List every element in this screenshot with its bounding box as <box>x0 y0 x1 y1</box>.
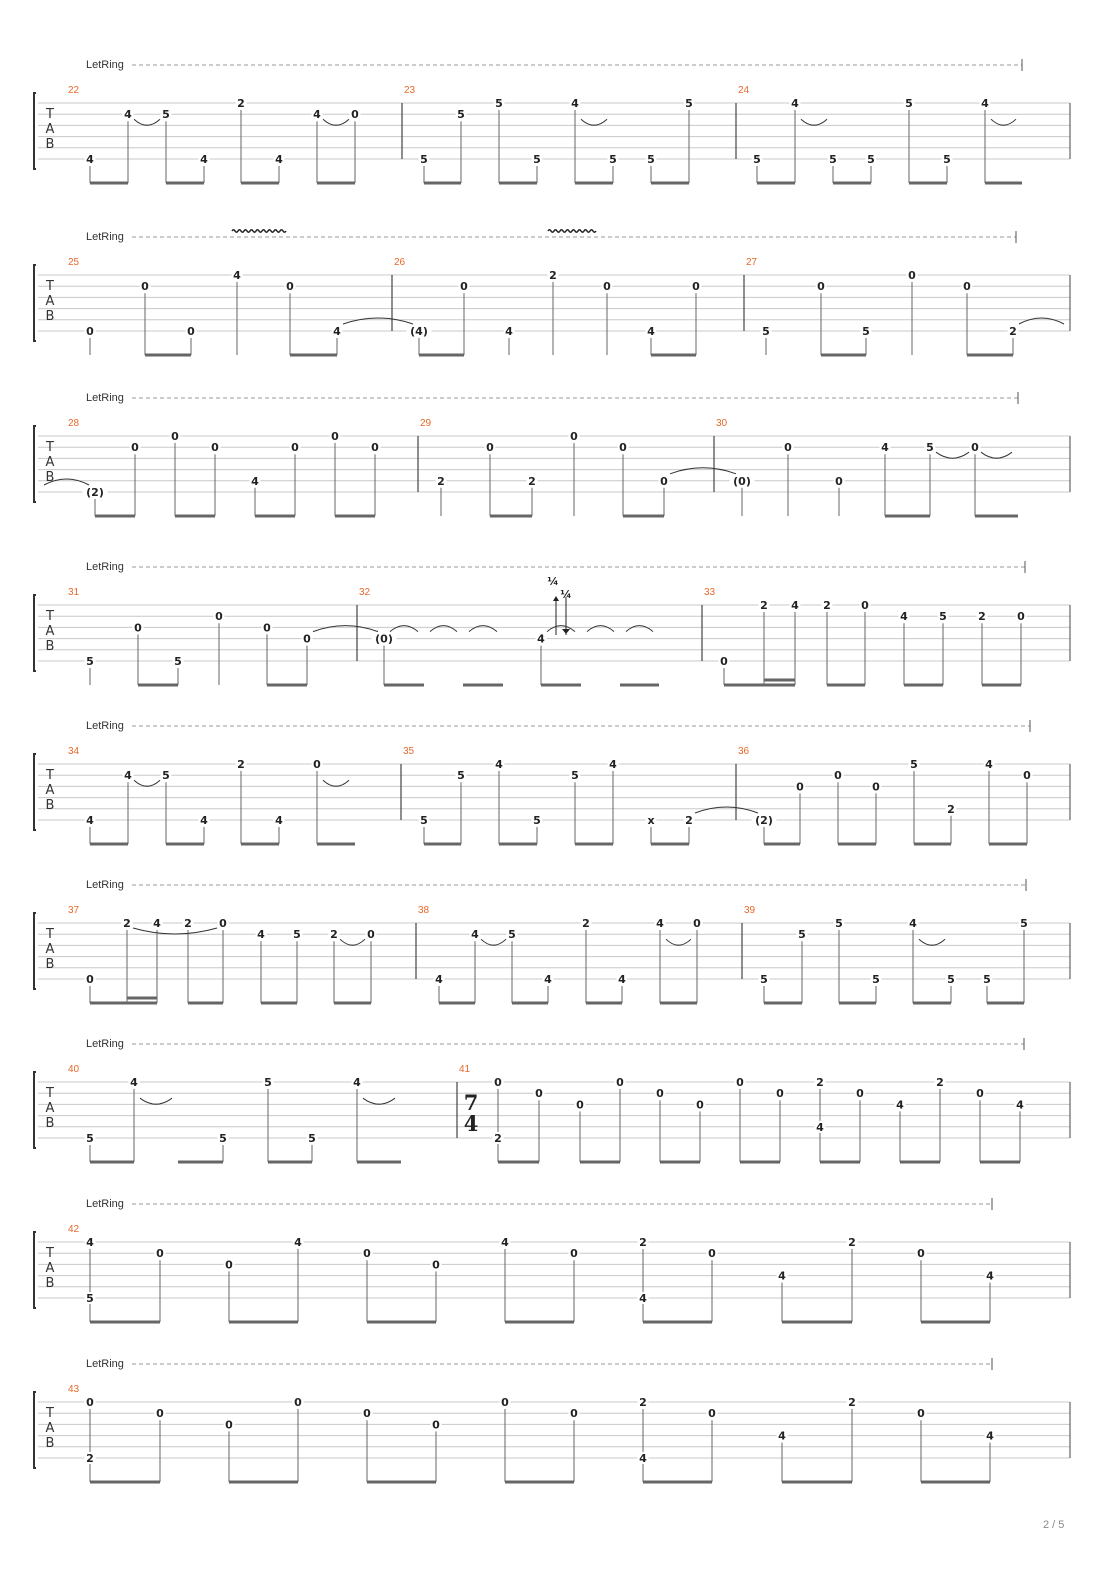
tab-letter-b: B <box>45 957 55 972</box>
fret-number: 0 <box>286 280 294 294</box>
fret-number: 4 <box>981 97 989 110</box>
let-ring-label: LetRing <box>86 59 124 71</box>
fret-number: 4 <box>124 769 132 783</box>
fret-number: 0 <box>535 1087 543 1101</box>
fret-number: 2 <box>823 599 831 612</box>
tie-mark <box>323 119 349 125</box>
fret-number: 0 <box>908 269 916 282</box>
fret-number: 0 <box>720 655 728 668</box>
measure-number: 27 <box>746 257 758 268</box>
fret-number: 0 <box>834 769 842 783</box>
tie-mark <box>936 452 969 458</box>
tab-letter-t: T <box>46 1246 54 1261</box>
measure-number: 26 <box>394 257 406 268</box>
fret-number: 0 <box>86 973 94 986</box>
fret-number: 2 <box>947 802 955 816</box>
fret-number: 5 <box>457 108 465 122</box>
time-signature-numerator: 7 <box>463 1090 479 1115</box>
fret-number: 0 <box>708 1247 716 1261</box>
tie-mark <box>134 780 160 786</box>
fret-number: 0 <box>432 1258 440 1272</box>
system-bracket <box>34 754 36 830</box>
fret-number: 0 <box>963 280 971 294</box>
fret-number: 0 <box>856 1087 864 1101</box>
fret-number: 0 <box>660 474 668 488</box>
tab-letter-a: A <box>45 783 55 798</box>
tab-letter-a: A <box>45 1421 55 1436</box>
fret-number: 0 <box>1023 769 1031 783</box>
measure-number: 24 <box>738 85 750 96</box>
fret-number: 4 <box>639 1292 647 1305</box>
fret-number: 4 <box>86 1236 94 1249</box>
fret-number: 0 <box>187 325 195 338</box>
fret-number: 5 <box>862 325 870 338</box>
fret-number: 5 <box>760 973 768 986</box>
fret-number: 4 <box>200 153 208 166</box>
tab-letter-b: B <box>45 1436 55 1451</box>
tab-letter-t: T <box>46 279 54 294</box>
fret-number: 2 <box>685 814 693 827</box>
fret-number: 0 <box>616 1076 624 1089</box>
fret-number: 4 <box>816 1120 824 1134</box>
fret-number: 4 <box>639 1452 647 1465</box>
fret-number: 0 <box>817 280 825 294</box>
tab-letter-a: A <box>45 455 55 470</box>
tab-letter-b: B <box>45 639 55 654</box>
fret-number: 4 <box>130 1076 138 1089</box>
fret-number: (2) <box>755 814 773 827</box>
fret-number: 4 <box>153 917 161 930</box>
fret-number: 2 <box>816 1076 824 1089</box>
fret-number: 0 <box>215 610 223 624</box>
fret-number: 5 <box>910 758 918 771</box>
fret-number: 5 <box>86 1292 94 1305</box>
fret-number: 2 <box>848 1396 856 1409</box>
tab-letter-a: A <box>45 942 55 957</box>
fret-number: 0 <box>776 1087 784 1101</box>
fret-number: 4 <box>471 928 479 942</box>
measure-number: 23 <box>404 85 416 96</box>
fret-number: 5 <box>905 97 913 110</box>
fret-number: (2) <box>86 486 104 499</box>
fret-number: 0 <box>486 441 494 455</box>
measure-number: 25 <box>68 257 80 268</box>
tie-mark <box>430 626 457 632</box>
fret-number: 0 <box>313 758 321 771</box>
tab-system <box>34 720 1070 844</box>
fret-number: 0 <box>219 917 227 930</box>
tab-system <box>34 392 1070 516</box>
fret-number: 4 <box>985 758 993 771</box>
fret-number: 0 <box>367 928 375 942</box>
fret-number: 4 <box>656 917 664 930</box>
fret-number: 4 <box>251 474 259 488</box>
tab-letter-t: T <box>46 609 54 624</box>
measure-number: 29 <box>420 418 432 429</box>
fret-number: 5 <box>983 973 991 986</box>
fret-number: 4 <box>537 632 545 646</box>
tie-mark <box>991 119 1016 125</box>
fret-number: 0 <box>1017 610 1025 624</box>
system-bracket <box>34 93 36 169</box>
fret-number: 4 <box>257 928 265 942</box>
tie-mark <box>133 928 217 934</box>
fret-number: 2 <box>237 97 245 110</box>
fret-number: 4 <box>435 973 443 986</box>
fret-number: 5 <box>943 153 951 166</box>
let-ring-label: LetRing <box>86 392 124 404</box>
fret-number: 4 <box>275 814 283 827</box>
fret-number: 2 <box>848 1236 856 1249</box>
page-number: 2 / 5 <box>1043 1519 1065 1531</box>
fret-number: 0 <box>501 1396 509 1409</box>
fret-number: 4 <box>986 1269 994 1283</box>
fret-number: 4 <box>618 973 626 986</box>
fret-number: 5 <box>571 769 579 783</box>
fret-number: 0 <box>494 1076 502 1089</box>
tie-mark <box>343 318 413 324</box>
fret-number: 0 <box>291 441 299 455</box>
tab-letter-a: A <box>45 294 55 309</box>
fret-number: 2 <box>639 1396 647 1409</box>
tab-letter-b: B <box>45 137 55 152</box>
fret-number: 0 <box>570 1247 578 1261</box>
measure-number: 39 <box>744 905 756 916</box>
fret-number: 5 <box>1020 917 1028 930</box>
tie-mark <box>323 780 349 786</box>
measure-number: 34 <box>68 746 80 757</box>
fret-number: 0 <box>692 280 700 294</box>
fret-number: 4 <box>124 108 132 122</box>
tie-mark <box>469 626 497 632</box>
fret-number: 0 <box>134 621 142 635</box>
fret-number: 5 <box>647 153 655 166</box>
tab-letter-t: T <box>46 1406 54 1421</box>
time-signature-denominator: 4 <box>463 1111 479 1136</box>
fret-number: 0 <box>917 1247 925 1261</box>
tie-mark <box>981 452 1012 458</box>
fret-number: 0 <box>656 1087 664 1101</box>
fret-number: 5 <box>753 153 761 166</box>
system-bracket <box>34 595 36 671</box>
fret-number: 0 <box>861 599 869 612</box>
fret-number: 5 <box>835 917 843 930</box>
measure-number: 36 <box>738 746 750 757</box>
fret-number: 0 <box>294 1396 302 1409</box>
tab-letter-b: B <box>45 470 55 485</box>
fret-number: 4 <box>275 153 283 166</box>
fret-number: 5 <box>420 814 428 827</box>
fret-number: 4 <box>313 108 321 122</box>
fret-number: 5 <box>162 769 170 783</box>
fret-number: 5 <box>872 973 880 986</box>
fret-number: 5 <box>762 325 770 338</box>
fret-number: 5 <box>609 153 617 166</box>
measure-number: 41 <box>459 1064 471 1075</box>
tie-mark <box>666 939 691 945</box>
fret-number: 4 <box>609 758 617 771</box>
tie-mark <box>390 626 418 632</box>
fret-number: 5 <box>939 610 947 624</box>
measure-number: 35 <box>403 746 415 757</box>
tie-mark <box>547 626 575 632</box>
fret-number: 0 <box>331 430 339 443</box>
tab-system <box>34 1038 1070 1162</box>
fret-number: 5 <box>867 153 875 166</box>
fret-number: 0 <box>351 108 359 122</box>
fret-number: 0 <box>371 441 379 455</box>
fret-number: 4 <box>778 1429 786 1443</box>
tie-mark <box>481 939 506 945</box>
tab-letter-t: T <box>46 440 54 455</box>
tie-mark <box>140 1098 172 1104</box>
fret-number: 2 <box>528 474 536 488</box>
fret-number: 5 <box>926 441 934 455</box>
fret-number: 0 <box>263 621 271 635</box>
fret-number: 5 <box>293 928 301 942</box>
fret-number: 5 <box>162 108 170 122</box>
fret-number: 0 <box>835 474 843 488</box>
bend-amount: ¼ <box>560 588 572 601</box>
fret-number: 0 <box>796 780 804 794</box>
bend-amount: ¼ <box>547 575 559 588</box>
let-ring-label: LetRing <box>86 1038 124 1050</box>
fret-number: 4 <box>86 814 94 827</box>
fret-number: 2 <box>330 928 338 942</box>
measure-number: 42 <box>68 1224 80 1235</box>
fret-number: 5 <box>264 1076 272 1089</box>
tab-letter-t: T <box>46 927 54 942</box>
fret-number: 4 <box>571 97 579 110</box>
tie-mark <box>581 119 607 125</box>
vibrato-mark <box>548 230 596 233</box>
fret-number: 5 <box>86 1132 94 1145</box>
tie-mark <box>670 468 736 474</box>
fret-number: 0 <box>708 1407 716 1421</box>
let-ring-label: LetRing <box>86 1198 124 1210</box>
fret-number: 4 <box>495 758 503 771</box>
measure-number: 28 <box>68 418 80 429</box>
fret-number: 5 <box>685 97 693 110</box>
tab-system <box>34 879 1070 1003</box>
measure-number: 31 <box>68 587 80 598</box>
tie-mark <box>587 626 614 632</box>
fret-number: 4 <box>647 325 655 338</box>
tab-letter-a: A <box>45 1261 55 1276</box>
fret-number: 0 <box>211 441 219 455</box>
measure-number: 33 <box>704 587 716 598</box>
fret-number: 2 <box>1009 325 1017 338</box>
system-bracket <box>34 426 36 502</box>
measure-number: 43 <box>68 1384 80 1395</box>
fret-number: 4 <box>333 325 341 338</box>
fret-number: 0 <box>432 1418 440 1432</box>
fret-number: 2 <box>437 474 445 488</box>
fret-number: 4 <box>544 973 552 986</box>
fret-number: 5 <box>457 769 465 783</box>
fret-number: 5 <box>947 973 955 986</box>
fret-number: 4 <box>86 153 94 166</box>
let-ring-label: LetRing <box>86 720 124 732</box>
fret-number: 0 <box>156 1407 164 1421</box>
bend-arrow-head <box>562 629 570 634</box>
tie-mark <box>363 1098 395 1104</box>
tab-letter-a: A <box>45 122 55 137</box>
bend-arrow-head <box>553 596 559 601</box>
measure-number: 30 <box>716 418 728 429</box>
fret-number: 5 <box>533 153 541 166</box>
tab-letter-b: B <box>45 1116 55 1131</box>
fret-number: 0 <box>86 1396 94 1409</box>
fret-number: 4 <box>1016 1098 1024 1112</box>
tie-mark <box>313 626 378 632</box>
tie-mark <box>919 939 945 945</box>
fret-number: 4 <box>881 441 889 455</box>
fret-number: 2 <box>237 758 245 771</box>
fret-number: 5 <box>798 928 806 942</box>
fret-number: 5 <box>420 153 428 166</box>
system-bracket <box>34 1072 36 1148</box>
fret-number: 0 <box>303 632 311 646</box>
tab-letter-b: B <box>45 798 55 813</box>
fret-number: 0 <box>976 1087 984 1101</box>
fret-number: 0 <box>693 917 701 930</box>
fret-number: 0 <box>576 1098 584 1112</box>
fret-number: 5 <box>495 97 503 110</box>
measure-number: 40 <box>68 1064 80 1075</box>
fret-number: 4 <box>778 1269 786 1283</box>
fret-number: 4 <box>233 269 241 282</box>
measure-number: 37 <box>68 905 80 916</box>
fret-number: 4 <box>791 599 799 612</box>
fret-number: 4 <box>353 1076 361 1089</box>
tie-mark <box>134 119 160 125</box>
fret-number: (0) <box>375 632 393 646</box>
fret-number: 0 <box>570 1407 578 1421</box>
fret-number: 4 <box>986 1429 994 1443</box>
fret-number: 0 <box>872 780 880 794</box>
fret-number: 0 <box>156 1247 164 1261</box>
measure-number: 38 <box>418 905 430 916</box>
fret-number: 0 <box>603 280 611 294</box>
tie-mark <box>801 119 827 125</box>
fret-number: 2 <box>936 1076 944 1089</box>
fret-number: 4 <box>900 610 908 624</box>
let-ring-label: LetRing <box>86 879 124 891</box>
fret-number: 0 <box>225 1258 233 1272</box>
fret-number: 0 <box>363 1247 371 1261</box>
fret-number: 0 <box>131 441 139 455</box>
tab-letter-b: B <box>45 1276 55 1291</box>
fret-number: 0 <box>619 441 627 455</box>
tie-mark <box>626 626 653 632</box>
fret-number: 5 <box>308 1132 316 1145</box>
tab-system <box>34 561 1070 685</box>
fret-number: (4) <box>410 325 428 338</box>
fret-number: 4 <box>294 1236 302 1249</box>
fret-number: 0 <box>784 441 792 455</box>
tab-letter-a: A <box>45 624 55 639</box>
fret-number: 5 <box>174 655 182 668</box>
fret-number: 0 <box>570 430 578 443</box>
fret-number: 0 <box>86 325 94 338</box>
fret-number: 0 <box>696 1098 704 1112</box>
measure-number: 32 <box>359 587 371 598</box>
fret-number: 4 <box>505 325 513 338</box>
tab-system <box>34 1198 1070 1322</box>
fret-number: 5 <box>508 928 516 942</box>
tab-system <box>34 59 1070 183</box>
let-ring-label: LetRing <box>86 231 124 243</box>
measure-number: 22 <box>68 85 80 96</box>
tab-system <box>34 1358 1070 1482</box>
fret-number: 2 <box>582 917 590 930</box>
fret-number: (0) <box>733 474 751 488</box>
fret-number: 0 <box>171 430 179 443</box>
fret-number: 0 <box>141 280 149 294</box>
tie-mark <box>340 939 365 945</box>
fret-number: 5 <box>219 1132 227 1145</box>
tab-system <box>34 230 1070 355</box>
fret-number: 0 <box>363 1407 371 1421</box>
fret-number: 0 <box>460 280 468 294</box>
system-bracket <box>34 265 36 341</box>
let-ring-label: LetRing <box>86 1358 124 1370</box>
fret-number: 4 <box>909 917 917 930</box>
system-bracket <box>34 913 36 989</box>
fret-number: 4 <box>791 97 799 110</box>
tab-letter-a: A <box>45 1101 55 1116</box>
fret-number: 2 <box>760 599 768 612</box>
fret-number: 5 <box>86 655 94 668</box>
fret-number: 0 <box>225 1418 233 1432</box>
fret-number: x <box>647 814 655 827</box>
fret-number: 0 <box>971 441 979 455</box>
tie-mark <box>1019 318 1064 324</box>
fret-number: 2 <box>639 1236 647 1249</box>
fret-number: 2 <box>494 1132 502 1145</box>
fret-number: 0 <box>736 1076 744 1089</box>
fret-number: 5 <box>829 153 837 166</box>
system-bracket <box>34 1232 36 1308</box>
fret-number: 4 <box>501 1236 509 1249</box>
vibrato-mark <box>232 230 286 233</box>
fret-number: 4 <box>896 1098 904 1112</box>
system-bracket <box>34 1392 36 1468</box>
fret-number: 5 <box>533 814 541 827</box>
tab-letter-b: B <box>45 309 55 324</box>
fret-number: 2 <box>123 917 131 930</box>
tab-letter-t: T <box>46 768 54 783</box>
fret-number: 0 <box>917 1407 925 1421</box>
tab-letter-t: T <box>46 107 54 122</box>
fret-number: 4 <box>200 814 208 827</box>
fret-number: 2 <box>86 1452 94 1465</box>
tab-letter-t: T <box>46 1086 54 1101</box>
let-ring-label: LetRing <box>86 561 124 573</box>
fret-number: 2 <box>549 269 557 282</box>
fret-number: 2 <box>978 610 986 624</box>
tie-mark <box>695 807 758 813</box>
fret-number: 2 <box>184 917 192 930</box>
